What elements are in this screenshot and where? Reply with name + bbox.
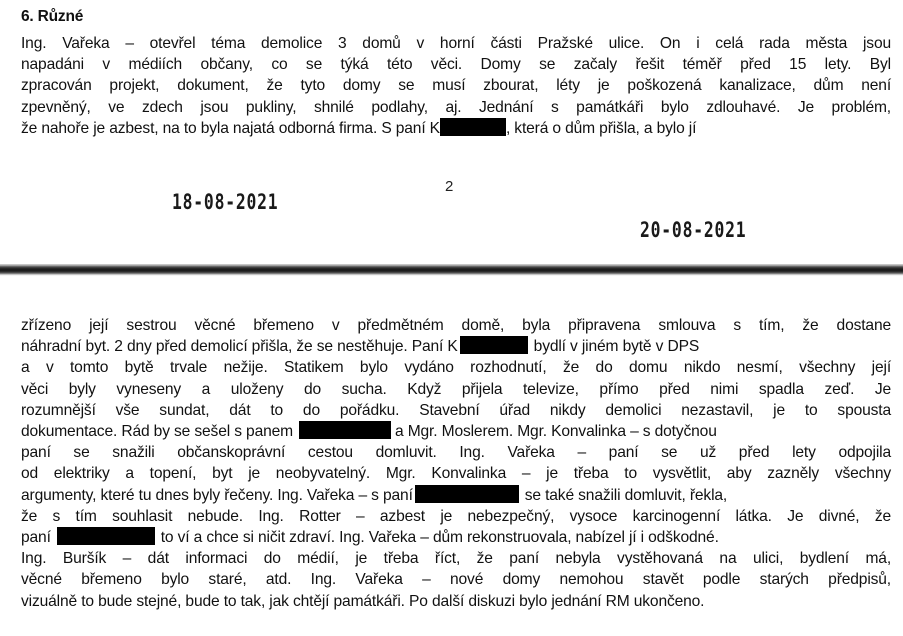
text-segment: , která o dům přišla, a bylo jí <box>505 119 697 137</box>
text-line <box>21 118 891 139</box>
text-line: napadáni v médiích občany, co se týká této věci. Domy se začaly řešit téměř před 15 lety. Byl <box>21 56 891 74</box>
text-segment: argumenty, které tu dnes byly řečeny. Ing. Vařeka – s paní <box>21 486 413 504</box>
text-line: zřízeno její sestrou věcné břemeno v předmětném domě, byla připravena smlouva s tím, že dostane <box>21 317 891 334</box>
text-line: od elektriky a topení, byt je neobyvatelný. Mgr. Konvalinka – je třeba to vysvětlit, aby zazněly všechny <box>21 465 891 483</box>
text-line: Ing. Vařeka – otevřel téma demolice 3 domů v horní části Pražské ulice. On i celá rada města jsou <box>21 35 891 52</box>
text-segment: náhradní byt. 2 dny před demolicí přišla, že se nestěhuje. Paní K <box>21 338 458 356</box>
text-line: a v tomto bytě trvale nežije. Statikem bylo vydáno rozhodnutí, že do domu nikdo nesmí, všechny její <box>21 359 891 377</box>
text-segment: bydlí v jiném bytě v DPS <box>533 338 700 356</box>
text-segment: dokumentace. Rád by se sešel s panem <box>21 423 293 441</box>
page-divider <box>0 262 903 276</box>
text-line: zpevněný, ve zdech jsou pukliny, shnilé podlahy, aj. Jednání s památkáři bylo zdlouhavé. Je problém, <box>21 98 891 116</box>
redaction-box <box>57 527 155 545</box>
text-line <box>21 421 891 442</box>
text-segment: a Mgr. Moslerem. Mgr. Konvalinka – s dotyčnou <box>394 423 717 441</box>
text-line <box>21 485 891 506</box>
text-line: paní se snažili občanskoprávní cestou domluvit. Ing. Vařeka – paní se už před lety odpojila <box>21 444 891 462</box>
text-line: rozumnější vše sundat, dát to do pořádku. Stavební úřad nikdy demolici nezastavil, je to spousta <box>21 401 891 419</box>
page-bottom <box>0 276 903 636</box>
section-heading: 6. Různé <box>21 8 84 25</box>
text-line: věci byly vyneseny a uloženy do sucha. Když přijela televize, přímo před nimi spadla zeď. Je <box>21 380 891 398</box>
text-line <box>21 336 891 357</box>
paragraph-bottom <box>21 315 891 612</box>
text-segment: se také snažili domluvit, řekla, <box>524 486 728 504</box>
page-number: 2 <box>445 178 454 195</box>
redaction-box <box>440 118 506 136</box>
text-segment: paní <box>21 529 51 547</box>
text-line: věcné břemeno bylo staré, atd. Ing. Vařeka – nové domy nemohou stavět podle starých předpisů, <box>21 571 891 589</box>
redaction-box <box>299 421 391 439</box>
text-segment: že nahoře je azbest, na to byla najatá odborná firma. S paní K <box>21 119 440 137</box>
date-stamp-right: 20-08-2021 <box>640 218 747 242</box>
text-line: zpracován projekt, dokument, že tyto domy se musí zbourat, léty je poškozená kanalizace, dům není <box>21 77 891 95</box>
date-stamp-left: 18-08-2021 <box>172 190 279 214</box>
text-line: vizuálně to bude stejné, bude to tak, jak chtějí památkáři. Po další diskuzi bylo jednání RM ukončeno. <box>21 592 705 610</box>
text-line <box>21 527 891 548</box>
text-line: že s tím souhlasit nebude. Ing. Rotter – azbest je nebezpečný, vysoce karcinogenní látka. Je divné, že <box>21 507 891 525</box>
paragraph-top <box>21 33 891 139</box>
redaction-box <box>460 336 528 354</box>
redaction-box <box>415 485 519 503</box>
page-top <box>0 0 903 262</box>
text-segment: to ví a chce si ničit zdraví. Ing. Vařeka – dům rekonstruovala, nabízel jí i odškodné. <box>160 529 719 547</box>
text-line: Ing. Buršík – dát informaci do médií, je třeba říct, že paní nebyla vystěhovaná na ulici, bydlení má, <box>21 550 891 568</box>
